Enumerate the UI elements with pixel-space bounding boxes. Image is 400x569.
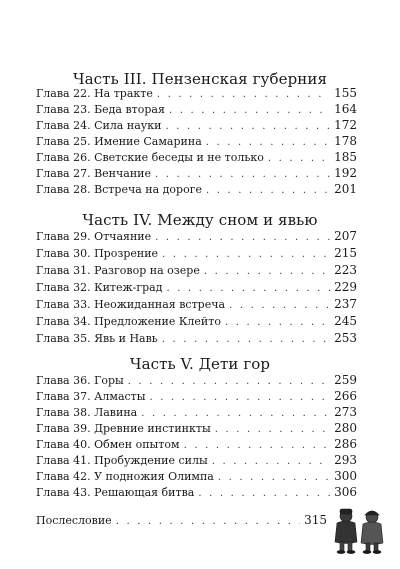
toc-entry — [36, 118, 357, 134]
entry-label: Глава 35. Явь и Навь — [36, 332, 158, 345]
leader-dots — [166, 283, 330, 294]
page-number: 245 — [334, 314, 357, 328]
leader-dots — [128, 376, 330, 387]
leader-dots — [169, 105, 330, 116]
page-number: 207 — [334, 229, 357, 243]
entry-label: Глава 36. Горы — [36, 374, 124, 387]
leader-dots — [155, 232, 330, 243]
leader-dots — [212, 456, 330, 467]
entry-label: Глава 26. Светские беседы и не только — [36, 151, 264, 164]
entry-label: Глава 27. Венчание — [36, 167, 151, 180]
entry-label: Глава 34. Предложение Клейто — [36, 315, 221, 328]
leader-dots — [215, 424, 330, 435]
leader-dots — [150, 392, 331, 403]
page-number: 155 — [334, 86, 357, 100]
toc-entry — [36, 150, 357, 166]
toc-entry — [36, 166, 357, 182]
page-number: 273 — [334, 405, 357, 419]
leader-dots — [157, 89, 330, 100]
children-illustration — [328, 506, 392, 554]
toc-entry — [36, 469, 357, 485]
page-number: 300 — [334, 469, 357, 483]
page-number: 223 — [334, 263, 357, 277]
page-number: 259 — [334, 373, 357, 387]
toc-entry — [36, 246, 357, 262]
toc-entry — [36, 453, 357, 469]
entry-label: Глава 28. Встреча на дороге — [36, 183, 202, 196]
entry-label: Послесловие — [36, 514, 112, 527]
entry-label: Глава 25. Имение Самарина — [36, 135, 202, 148]
page-number: 215 — [334, 246, 357, 260]
toc-entry — [36, 182, 357, 198]
page-number: 178 — [334, 134, 357, 148]
toc-entry — [36, 280, 357, 296]
page-number: 280 — [334, 421, 357, 435]
toc-entry — [36, 405, 357, 421]
toc-entry — [36, 229, 357, 245]
leader-dots — [218, 472, 330, 483]
leader-dots — [229, 300, 330, 311]
entry-label: Глава 32. Китеж-град — [36, 281, 163, 294]
page-number: 306 — [334, 485, 357, 499]
page-number: 266 — [334, 389, 357, 403]
entry-label: Глава 39. Древние инстинкты — [36, 422, 211, 435]
page-number: 192 — [334, 166, 357, 180]
part-4-title: Часть IV. Между сном и явью — [82, 211, 318, 229]
entry-label: Глава 43. Решающая битва — [36, 486, 195, 499]
toc-entry — [36, 134, 357, 150]
toc-entry — [36, 102, 357, 118]
entry-label: Глава 42. У подножия Олимпа — [36, 470, 214, 483]
page-number: 315 — [304, 513, 327, 527]
leader-dots — [155, 169, 330, 180]
leader-dots — [198, 488, 330, 499]
page-number: 237 — [334, 297, 357, 311]
entry-label: Глава 38. Лавина — [36, 406, 138, 419]
entry-label: Глава 29. Отчаяние — [36, 230, 152, 243]
entry-label: Глава 41. Пробуждение силы — [36, 454, 208, 467]
toc-entry — [36, 86, 357, 102]
leader-dots — [204, 266, 330, 277]
page-number: 172 — [334, 118, 357, 132]
page-number: 253 — [334, 331, 357, 345]
leader-dots — [116, 516, 300, 527]
part-5-title: Часть V. Дети гор — [129, 355, 271, 373]
toc-entry — [36, 421, 357, 437]
leader-dots — [141, 408, 330, 419]
part-3-title: Часть III. Пензенская губерния — [72, 70, 328, 88]
leader-dots — [225, 317, 330, 328]
page-number: 185 — [334, 150, 357, 164]
entry-label: Глава 40. Обмен опытом — [36, 438, 180, 451]
entry-label: Глава 37. Алмасты — [36, 390, 146, 403]
toc-entry — [36, 437, 357, 453]
leader-dots — [206, 185, 330, 196]
toc-entry — [36, 389, 357, 405]
page-number: 201 — [334, 182, 357, 196]
toc-entry — [36, 297, 357, 313]
leader-dots — [165, 121, 330, 132]
page-number: 293 — [334, 453, 357, 467]
toc-entry — [36, 485, 357, 501]
page-number: 229 — [334, 280, 357, 294]
toc-entry — [36, 263, 357, 279]
page-number: 164 — [334, 102, 357, 116]
toc-entry — [36, 314, 357, 330]
leader-dots — [206, 137, 330, 148]
entry-label: Глава 23. Беда вторая — [36, 103, 165, 116]
toc-entry — [36, 373, 357, 389]
entry-label: Глава 22. На тракте — [36, 87, 153, 100]
leader-dots — [268, 153, 330, 164]
entry-label: Глава 24. Сила науки — [36, 119, 162, 132]
toc-entry — [36, 331, 357, 347]
leader-dots — [184, 440, 331, 451]
leader-dots — [162, 334, 330, 345]
entry-label: Глава 33. Неожиданная встреча — [36, 298, 226, 311]
entry-label: Глава 30. Прозрение — [36, 247, 159, 260]
leader-dots — [162, 249, 330, 260]
page-number: 286 — [334, 437, 357, 451]
entry-label: Глава 31. Разговор на озере — [36, 264, 200, 277]
afterword-entry — [36, 513, 327, 529]
